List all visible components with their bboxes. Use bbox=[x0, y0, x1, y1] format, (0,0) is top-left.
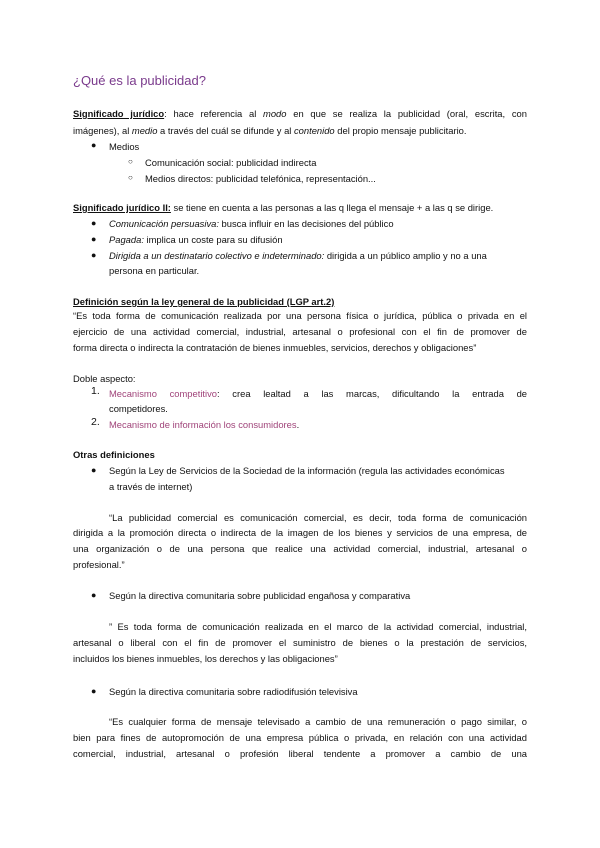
bullet-icon: ● bbox=[91, 686, 97, 696]
bullet-icon: ● bbox=[91, 590, 97, 600]
s5-quote2-line3: incluidos los bienes inmuebles, los derechos y las obligaciones” bbox=[73, 653, 338, 664]
s3-quote-line1: “Es toda forma de comunicación realizada por una persona física o jurídica, pública o privada en el bbox=[73, 310, 527, 321]
s4-item-2: Mecanismo de información los consumidores. bbox=[109, 419, 300, 430]
s3-quote-line3: forma directa o indirecta la contratación de bienes inmuebles, servicios, derechos y obligaciones” bbox=[73, 342, 477, 353]
s1-paragraph-line2: imágenes), al medio a través del cuál se difunde y al contenido del propio mensaje publicitario. bbox=[73, 125, 467, 136]
s5-quote3-line1: “Es cualquier forma de mensaje televisado a cambio de una remuneración o pago similar, o bbox=[109, 716, 527, 727]
bullet-icon: ● bbox=[91, 250, 97, 260]
bullet-icon: ● bbox=[91, 140, 97, 150]
s3-heading: Definición según la ley general de la publicidad (LGP art.2) bbox=[73, 296, 335, 307]
s4-heading: Doble aspecto: bbox=[73, 373, 136, 384]
s1-paragraph-line1: Significado jurídico: hace referencia al modo en que se realiza la publicidad (oral, escrita, con bbox=[73, 108, 527, 119]
s2-bullet-2: Pagada: implica un coste para su difusión bbox=[109, 234, 283, 245]
page-title: ¿Qué es la publicidad? bbox=[73, 73, 206, 88]
s4-item-1: Mecanismo competitivo: crea lealtad a las marcas, dificultando la entrada de bbox=[109, 388, 528, 399]
s5-bullet-1-cont: a través de internet) bbox=[109, 481, 193, 492]
s1-medios: Medios bbox=[109, 141, 140, 152]
list-number-2: 2. bbox=[91, 416, 100, 428]
s5-quote3-line3: comercial, industrial, artesanal o profesión liberal tendente a promover a cambio de una bbox=[73, 748, 527, 759]
s2-heading: Significado jurídico II: bbox=[73, 202, 171, 213]
s5-quote1-line2: dirigida a la promoción directa o indirecta de la imagen de los bienes y servicios de una empresa, de bbox=[73, 527, 527, 538]
s2-bullet-3-cont: persona en particular. bbox=[109, 265, 200, 276]
sub-bullet-icon: ○ bbox=[128, 173, 133, 182]
s5-bullet-2: Según la directiva comunitaria sobre publicidad engañosa y comparativa bbox=[109, 590, 411, 601]
s5-quote1-line3: una organización o de una persona que realice una actividad comercial, industrial, artesanal o bbox=[73, 543, 527, 554]
s5-quote3-line2: bien para fines de autopromoción de una empresa pública o privada, en relación con una actividad bbox=[73, 732, 527, 743]
s5-quote1-line1: “La publicidad comercial es comunicación comercial, es decir, toda forma de comunicación bbox=[109, 512, 527, 523]
s1-sub-item-2: Medios directos: publicidad telefónica, representación... bbox=[145, 173, 376, 184]
bullet-icon: ● bbox=[91, 465, 97, 475]
s5-quote2-line2: artesanal o liberal con el fin de promover el suministro de bienes o la prestación de servicios, bbox=[73, 637, 527, 648]
s5-heading: Otras definiciones bbox=[73, 449, 155, 460]
s1-sub-item-1: Comunicación social: publicidad indirecta bbox=[145, 157, 317, 168]
s5-quote1-line4: profesional.” bbox=[73, 559, 125, 570]
s2-bullet-1: Comunicación persuasiva: busca influir en las decisiones del público bbox=[109, 218, 394, 229]
s2-paragraph: Significado jurídico II: se tiene en cuenta a las personas a las q llega el mensaje + a las q se dirige. bbox=[73, 202, 494, 213]
s5-bullet-1: Según la Ley de Servicios de la Sociedad de la información (regula las actividades económicas bbox=[109, 465, 505, 476]
sub-bullet-icon: ○ bbox=[128, 157, 133, 166]
s1-heading: Significado jurídico bbox=[73, 108, 165, 119]
bullet-icon: ● bbox=[91, 234, 97, 244]
s5-quote2-line1: ” Es toda forma de comunicación realizada en el marco de la actividad comercial, industrial, bbox=[109, 621, 527, 632]
list-number-1: 1. bbox=[91, 385, 100, 397]
bullet-icon: ● bbox=[91, 218, 97, 228]
s5-bullet-3: Según la directiva comunitaria sobre radiodifusión televisiva bbox=[109, 686, 358, 697]
s2-bullet-3: Dirigida a un destinatario colectivo e indeterminado: dirigida a un público amplio y no a una bbox=[109, 250, 487, 261]
s4-item-1-cont: competidores. bbox=[109, 403, 168, 414]
s3-quote-line2: ejercicio de una actividad comercial, industrial, artesanal o profesional con el fin de promover de bbox=[73, 326, 527, 337]
